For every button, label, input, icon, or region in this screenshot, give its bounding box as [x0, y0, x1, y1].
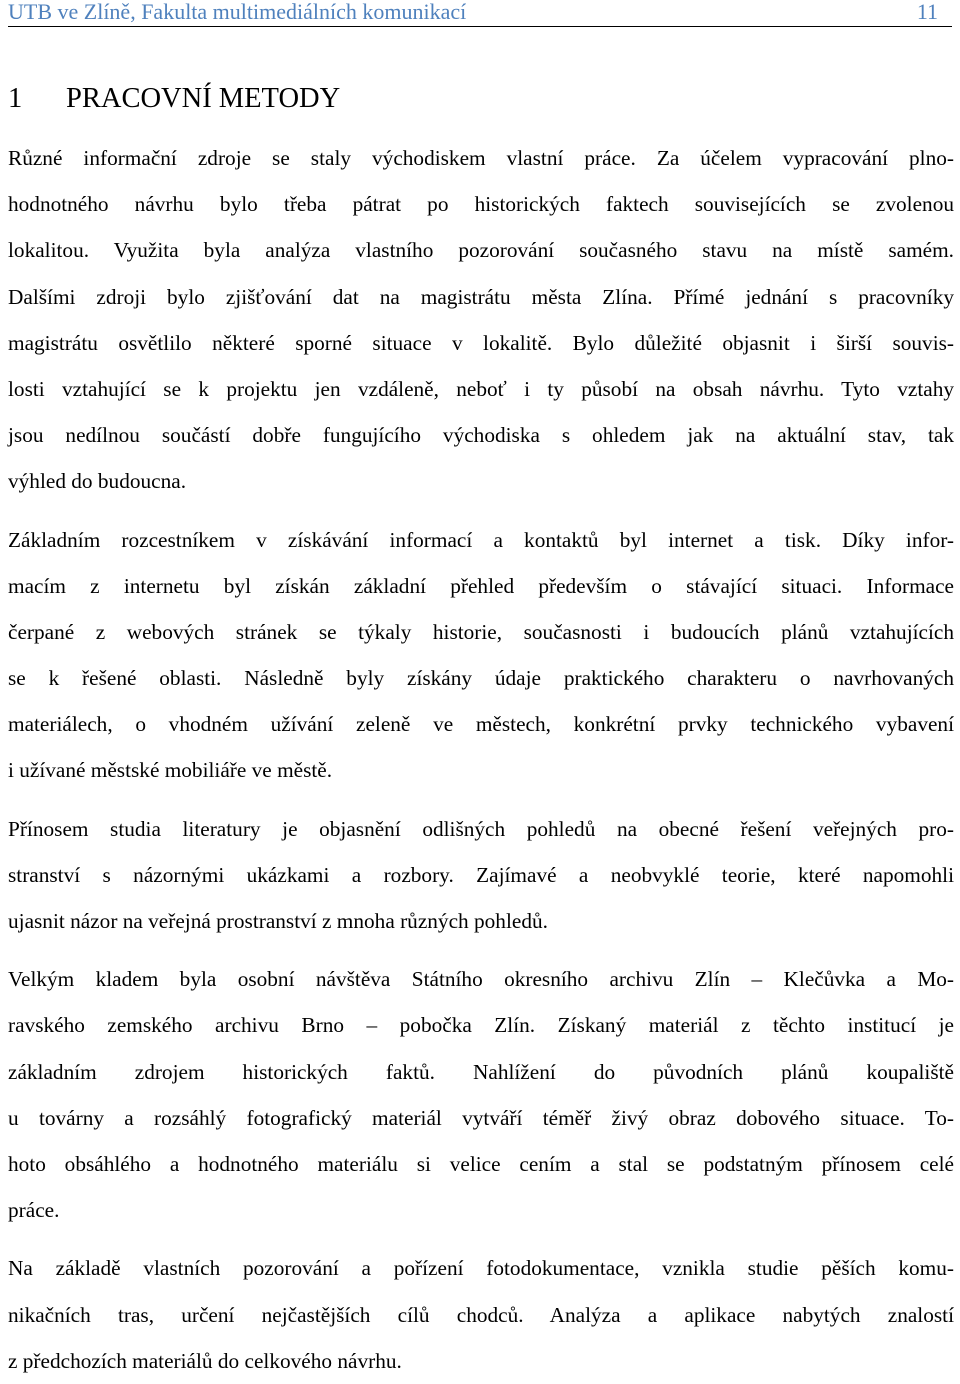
body-text: [8, 135, 954, 1384]
text-line: základním zdrojem historických faktů. Nahlížení do původních plánů koupaliště: [8, 1059, 954, 1084]
text-line: z předchozích materiálů do celkového návrhu.: [8, 1348, 402, 1373]
paragraph-spacer: [8, 505, 954, 517]
text-line: i užívané městské mobiliáře ve městě.: [8, 758, 333, 783]
paragraph: [8, 1245, 954, 1384]
text-line: ravského zemského archivu Brno – pobočka Zlín. Získaný materiál z těchto institucí je: [8, 1013, 954, 1038]
chapter-heading: [8, 82, 340, 116]
chapter-number: 1: [8, 83, 23, 114]
running-header: [8, 0, 952, 27]
paragraph: [8, 806, 954, 945]
text-line: Velkým kladem byla osobní návštěva Státního okresního archivu Zlín – Klečůvka a Mo-: [8, 967, 954, 992]
text-line: macím z internetu byl získán základní přehled především o stávající situaci. Informace: [8, 573, 954, 598]
text-line: jsou nedílnou součástí dobře fungujícího východiska s ohledem jak na aktuální stav, tak: [8, 423, 954, 448]
text-line: Dalšími zdroji bylo zjišťování dat na magistrátu města Zlína. Přímé jednání s pracovníky: [8, 284, 954, 309]
text-line: čerpané z webových stránek se týkaly historie, současnosti i budoucích plánů vztahujících: [8, 619, 954, 644]
paragraph: [8, 135, 954, 505]
text-line: Základním rozcestníkem v získávání informací a kontaktů byl internet a tisk. Díky infor-: [8, 527, 954, 552]
text-line: nikačních tras, určení nejčastějších cílů chodců. Analýza a aplikace nabytých znalostí: [8, 1302, 954, 1327]
text-line: materiálech, o vhodném užívání zeleně ve městech, konkrétní prvky technického vybavení: [8, 712, 954, 737]
text-line: Přínosem studia literatury je objasnění odlišných pohledů na obecné řešení veřejných pro-: [8, 816, 954, 841]
text-line: u továrny a rozsáhlý fotografický materiál vytváří téměř živý obraz dobového situace. To-: [8, 1105, 954, 1130]
text-line: Různé informační zdroje se staly východiskem vlastní práce. Za účelem vypracování plno-: [8, 146, 954, 170]
text-line: hodnotného návrhu bylo třeba pátrat po historických faktech souvisejících se zvolenou: [8, 192, 954, 217]
text-line: Na základě vlastních pozorování a pořízení fotodokumentace, vznikla studie pěších komu-: [8, 1256, 954, 1281]
page-number: 11: [916, 0, 938, 24]
paragraph-spacer: [8, 794, 954, 806]
header-title: UTB ve Zlíně, Fakulta multimediálních komunikací: [8, 0, 467, 24]
text-line: se k řešené oblasti. Následně byly získány údaje praktického charakteru o navrhovaných: [8, 666, 954, 691]
text-line: ujasnit názor na veřejná prostranství z mnoha různých pohledů.: [8, 909, 548, 933]
paragraph: [8, 517, 954, 794]
text-line: výhled do budoucna.: [8, 469, 187, 494]
paragraph-spacer: [8, 1233, 954, 1245]
text-line: losti vztahující se k projektu jen vzdáleně, neboť i ty působí na obsah návrhu. Tyto vztahy: [8, 376, 954, 401]
text-line: magistrátu osvětlilo některé sporné situace v lokalitě. Bylo důležité objasnit i širší souvis-: [8, 330, 954, 355]
text-line: hoto obsáhlého a hodnotného materiálu si velice cením a stal se podstatným přínosem celé: [8, 1151, 954, 1176]
paragraph-spacer: [8, 944, 954, 956]
text-line: práce.: [8, 1198, 60, 1223]
text-line: lokalitou. Využita byla analýza vlastního pozorování současného stavu na místě samém.: [8, 238, 954, 263]
chapter-title: PRACOVNÍ METODY: [66, 83, 341, 114]
text-line: stranství s názornými ukázkami a rozbory. Zajímavé a neobvyklé teorie, které napomohli: [8, 862, 954, 887]
paragraph: [8, 956, 954, 1233]
